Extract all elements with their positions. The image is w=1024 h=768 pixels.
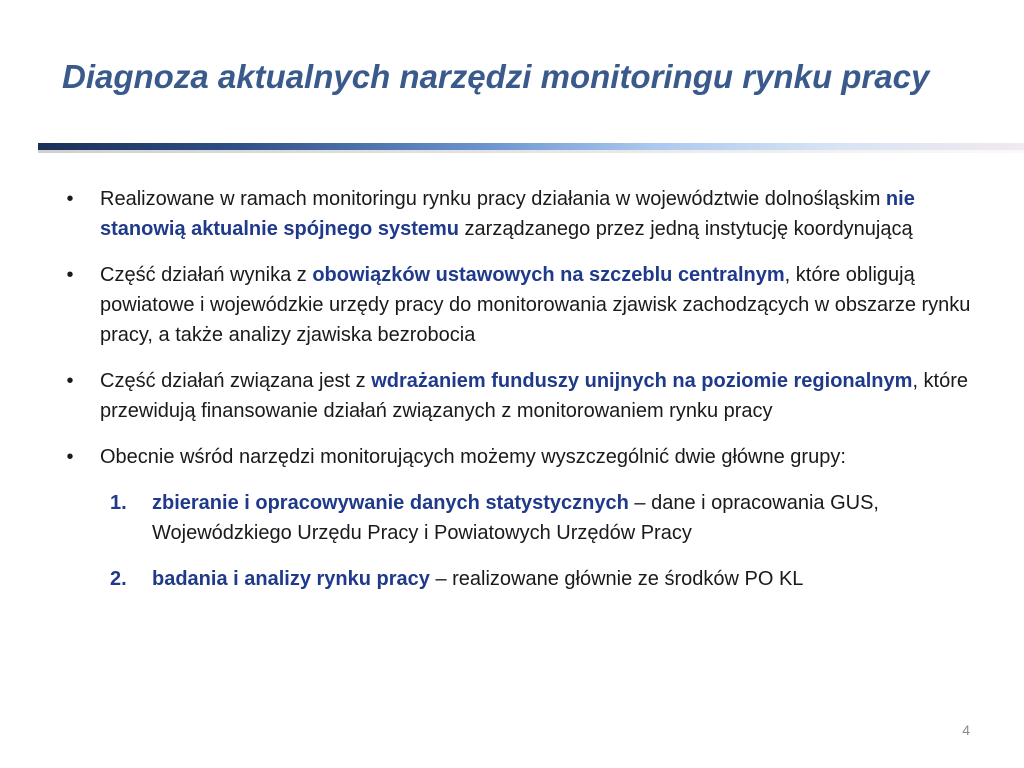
bullet-item [60,442,980,472]
numbered-item [60,488,980,548]
bullet-marker: • [66,188,74,210]
numbered-item [60,564,980,594]
bullet-text: Realizowane w ramach monitoringu rynku pracy działania w województwie dolnośląskim [100,188,886,210]
list-number: 2. [110,568,127,590]
numbered-text: – realizowane głównie ze środków PO KL [429,568,804,590]
numbered-highlight: badania i analizy rynku pracy [152,568,430,590]
bullet-marker: • [66,370,74,392]
bullet-highlight: nie stanowią aktualnie spójnego systemu [100,188,915,240]
title-divider [38,143,1024,150]
bullet-item [60,260,980,350]
bullet-text: zarządzanego przez jedną instytucję koordynującą [458,218,913,240]
slide-number: 4 [962,722,970,738]
bullet-marker: • [66,264,74,286]
bullet-text: , które przewidują finansowanie działań związanych z monitorowaniem rynku pracy [100,370,969,422]
bullet-text: , które obligują powiatowe i wojewódzkie urzędy pracy do monitorowania zjawisk zachodzących w obszarze rynku pracy, a także analizy zjawiska bezrobocia [100,264,971,346]
list-number: 1. [110,492,127,514]
slide-content [60,184,980,610]
numbered-highlight: zbieranie i opracowywanie danych statystycznych [152,492,629,514]
bullet-text: Część działań związana jest z [100,370,372,392]
bullet-item [60,366,980,426]
bullet-marker: • [66,446,74,468]
bullet-highlight: obowiązków ustawowych na szczeblu centralnym [312,264,785,286]
slide-title: Diagnoza aktualnych narzędzi monitoringu rynku pracy [62,58,930,95]
bullet-item [60,184,980,244]
bullet-highlight: wdrażaniem funduszy unijnych na poziomie regionalnym [371,370,913,392]
numbered-text: – dane i opracowania GUS, Wojewódzkiego Urzędu Pracy i Powiatowych Urzędów Pracy [152,492,879,544]
title-divider-shadow [38,150,1024,153]
bullet-text: Obecnie wśród narzędzi monitorujących możemy wyszczególnić dwie główne grupy: [100,446,846,468]
bullet-text: Część działań wynika z [100,264,313,286]
